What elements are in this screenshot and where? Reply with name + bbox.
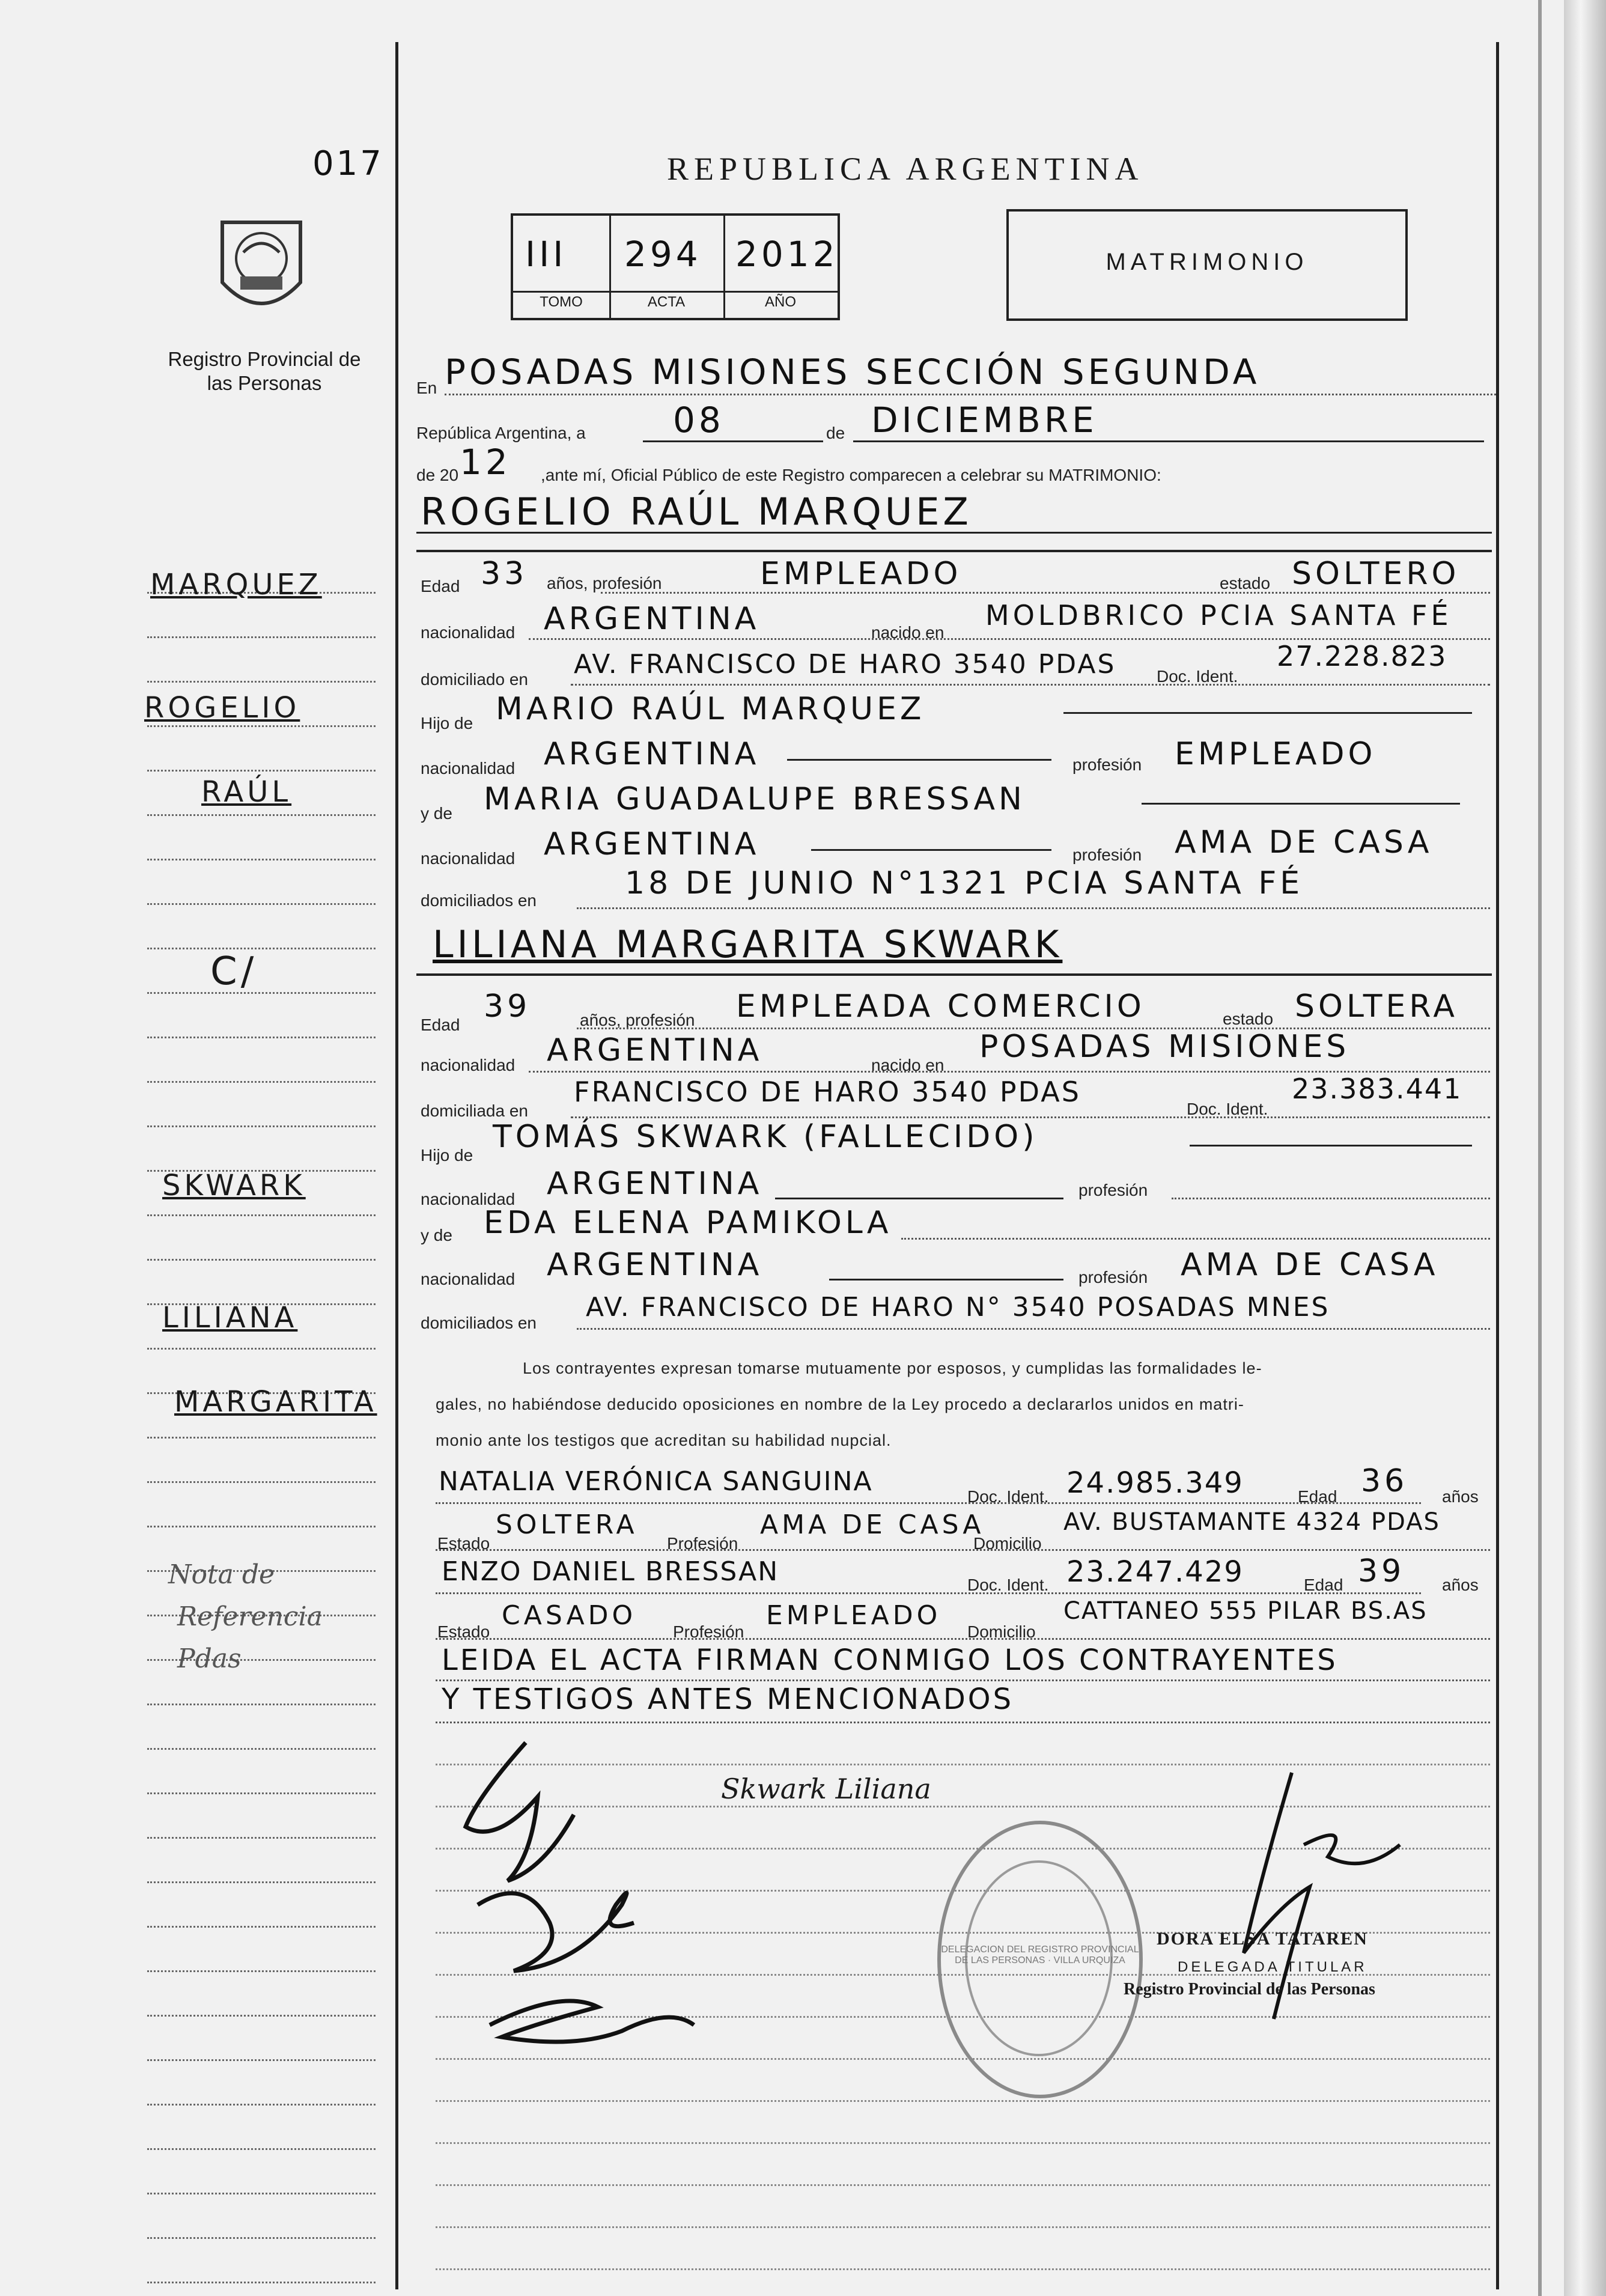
- groom-mother-label: y de: [421, 804, 452, 823]
- groom-mother: MARIA GUADALUPE BRESSAN: [484, 781, 1026, 817]
- witness-1-age-label: Edad: [1298, 1487, 1337, 1506]
- place-value: POSADAS MISIONES SECCIÓN SEGUNDA: [445, 352, 1261, 392]
- margin-ruled-line: [147, 1881, 376, 1883]
- witness-2-age-label: Edad: [1304, 1576, 1343, 1594]
- bride-mother-profession: AMA DE CASA: [1181, 1247, 1439, 1283]
- official-stamp: [937, 1821, 1143, 2098]
- margin-con-mark: C/: [210, 949, 258, 994]
- act-type-box: [1006, 209, 1408, 321]
- witness-1-profession: AMA DE CASA: [760, 1509, 985, 1540]
- margin-note-line-3: Pdas: [177, 1643, 242, 1674]
- margin-note-line-2: Referencia: [177, 1601, 323, 1632]
- signature-ruled-line: [436, 2268, 1490, 2270]
- groom-domicile: AV. FRANCISCO DE HARO 3540 PDAS: [574, 649, 1116, 680]
- bride-father-nationality-label: nacionalidad: [421, 1190, 516, 1208]
- margin-ruled-line: [147, 1214, 376, 1216]
- provincial-seal-icon: [210, 210, 312, 330]
- witness-2-years-label: años: [1442, 1576, 1479, 1594]
- stamp-text: DELEGACION DEL REGISTRO PROVINCIAL DE LAS PERSONAS · VILLA URQUIZA: [941, 1944, 1139, 1966]
- bride-doc-label: Doc. Ident.: [1187, 1100, 1268, 1118]
- groom-parents-domicile: 18 DE JUNIO N°1321 PCIA SANTA FÉ: [625, 865, 1304, 901]
- witness-2-status: CASADO: [502, 1600, 637, 1631]
- witness-2-age: 39: [1358, 1553, 1405, 1589]
- tomo-label: TOMO: [540, 294, 583, 310]
- groom-mother-nationality-label: nacionalidad: [421, 849, 516, 868]
- groom-nationality: ARGENTINA: [544, 601, 760, 637]
- declaration-line-1: Los contrayentes expresan tomarse mutuamente por esposos, y cumplidas las formalidades le-: [523, 1359, 1262, 1377]
- margin-ruled-line: [147, 1926, 376, 1928]
- groom-father-label: Hijo de: [421, 714, 473, 732]
- margin-ruled-line: [147, 2193, 376, 2194]
- groom-profession: EMPLEADO: [760, 556, 962, 592]
- groom-father-nationality: ARGENTINA: [544, 736, 760, 772]
- margin-ruled-line: [147, 1037, 376, 1038]
- day-value: 08: [673, 400, 725, 440]
- groom-mother-nationality: ARGENTINA: [544, 826, 760, 862]
- record-number-box: [511, 213, 840, 320]
- bride-birthplace-label: nacido en: [871, 1056, 944, 1074]
- officer-name: DORA ELSA TATAREN: [1157, 1929, 1368, 1949]
- bride-nationality-label: nacionalidad: [421, 1056, 516, 1074]
- groom-doc-label: Doc. Ident.: [1157, 667, 1238, 686]
- declaration-line-2: gales, no habiéndose deducido oposiciones en nombre de la Ley procedo a declararlos unidos en matri-: [436, 1395, 1244, 1413]
- witness-2-domicile-label: Domicilio: [967, 1622, 1036, 1641]
- groom-status-label: estado: [1220, 574, 1271, 592]
- anio-label: AÑO: [764, 294, 796, 310]
- book-edge: [1564, 0, 1606, 2296]
- signature-ruled-line: [436, 2100, 1490, 2102]
- bride-mother-nationality: ARGENTINA: [547, 1247, 763, 1283]
- bride-age-label: Edad: [421, 1016, 460, 1034]
- margin-firstname-groom: ROGELIO: [144, 691, 300, 725]
- witness-1-doc-label: Doc. Ident.: [967, 1487, 1049, 1506]
- margin-ruled-line: [147, 2237, 376, 2239]
- bride-father-profession-label: profesión: [1078, 1181, 1148, 1199]
- signature-ruled-line: [436, 2184, 1490, 2186]
- groom-father: MARIO RAÚL MARQUEZ: [496, 691, 925, 727]
- closing-line-1: LEIDA EL ACTA FIRMAN CONMIGO LOS CONTRAYENTES: [442, 1643, 1338, 1677]
- groom-age: 33: [481, 556, 528, 592]
- margin-ruled-line: [147, 1526, 376, 1527]
- declaration-line-3: monio ante los testigos que acreditan su habilidad nupcial.: [436, 1431, 892, 1449]
- acta-value: 294: [624, 234, 702, 275]
- margin-ruled-line: [147, 992, 376, 994]
- bride-father-nationality: ARGENTINA: [547, 1166, 763, 1202]
- margin-middlename-bride: MARGARITA: [174, 1385, 377, 1419]
- witness-2-status-label: Estado: [437, 1622, 490, 1641]
- witness-2-doc: 23.247.429: [1066, 1555, 1244, 1589]
- margin-ruled-line: [147, 814, 376, 816]
- groom-name: ROGELIO RAÚL MARQUEZ: [421, 490, 972, 534]
- bride-status-label: estado: [1223, 1009, 1274, 1028]
- year-prefix-label: de 20: [416, 466, 459, 484]
- groom-birthplace: MOLDBRICO PCIA SANTA FÉ: [985, 599, 1452, 632]
- margin-surname-bride: SKWARK: [162, 1169, 306, 1202]
- bride-mother-profession-label: profesión: [1078, 1268, 1148, 1287]
- bride-birthplace: POSADAS MISIONES: [979, 1029, 1350, 1065]
- margin-ruled-line: [147, 948, 376, 949]
- bride-signature: Skwark Liliana: [721, 1773, 931, 1805]
- margin-ruled-line: [147, 1704, 376, 1705]
- witness-1-years-label: años: [1442, 1487, 1479, 1506]
- bride-nationality: ARGENTINA: [547, 1032, 763, 1068]
- groom-father-profession-label: profesión: [1072, 755, 1142, 774]
- month-value: DICIEMBRE: [871, 400, 1098, 440]
- margin-firstname-bride: LILIANA: [162, 1301, 298, 1335]
- groom-mother-profession: AMA DE CASA: [1175, 824, 1433, 860]
- groom-doc-id: 27.228.823: [1277, 640, 1447, 672]
- margin-surname-groom: MARQUEZ: [150, 568, 322, 601]
- signature-ruled-line: [436, 2226, 1490, 2228]
- margin-divider-right: [1496, 42, 1499, 2289]
- bride-mother: EDA ELENA PAMIKOLA: [484, 1205, 892, 1241]
- witness-1-profession-label: Profesión: [667, 1534, 738, 1553]
- acta-label: ACTA: [647, 294, 686, 310]
- margin-ruled-line: [147, 1081, 376, 1083]
- en-label: En: [416, 379, 437, 397]
- appearance-statement: ,ante mí, Oficial Público de este Registro comparecen a celebrar su MATRIMONIO:: [541, 466, 1161, 484]
- bride-name: LILIANA MARGARITA SKWARK: [433, 922, 1063, 966]
- margin-middlename-groom: RAÚL: [201, 775, 292, 809]
- act-type: MATRIMONIO: [1106, 249, 1309, 275]
- margin-ruled-line: [147, 681, 376, 683]
- bride-age: 39: [484, 988, 531, 1025]
- margin-ruled-line: [147, 1970, 376, 1972]
- bride-profession-label: años, profesión: [580, 1011, 695, 1029]
- witness-2-name: ENZO DANIEL BRESSAN: [442, 1556, 779, 1587]
- closing-line-2: Y TESTIGOS ANTES MENCIONADOS: [442, 1682, 1014, 1716]
- bride-profession: EMPLEADA COMERCIO: [736, 988, 1145, 1025]
- margin-ruled-line: [147, 1125, 376, 1127]
- bride-doc-id: 23.383.441: [1292, 1073, 1462, 1105]
- margin-ruled-line: [147, 1837, 376, 1839]
- bride-father-label: Hijo de: [421, 1146, 473, 1165]
- groom-mother-profession-label: profesión: [1072, 845, 1142, 864]
- witness-1-doc: 24.985.349: [1066, 1466, 1244, 1500]
- margin-ruled-line: [147, 1481, 376, 1483]
- witness-1-status: SOLTERA: [496, 1509, 638, 1540]
- margin-ruled-line: [147, 2104, 376, 2106]
- margin-ruled-line: [147, 2282, 376, 2283]
- bride-status: SOLTERA: [1295, 988, 1458, 1025]
- witness-2-profession-label: Profesión: [673, 1622, 744, 1641]
- groom-domicile-label: domiciliado en: [421, 670, 528, 689]
- margin-ruled-line: [147, 1437, 376, 1439]
- margin-ruled-line: [147, 1348, 376, 1350]
- margin-note-line-1: Nota de: [168, 1559, 275, 1590]
- groom-parents-domicile-label: domiciliados en: [421, 891, 537, 910]
- bride-father: TOMÁS SKWARK (FALLECIDO): [493, 1119, 1038, 1155]
- bride-domicile: FRANCISCO DE HARO 3540 PDAS: [574, 1076, 1081, 1108]
- republica-label: República Argentina, a: [416, 424, 586, 442]
- groom-signature-icon: [442, 1725, 718, 2085]
- witness-2-domicile: CATTANEO 555 PILAR BS.AS: [1063, 1597, 1428, 1625]
- signature-ruled-line: [436, 2142, 1490, 2144]
- year-suffix-value: 12: [460, 442, 511, 483]
- margin-ruled-line: [147, 859, 376, 860]
- page-fold-line: [1538, 0, 1542, 2296]
- month-de-label: de: [826, 424, 845, 442]
- margin-divider-left: [395, 42, 398, 2289]
- margin-ruled-line: [147, 1748, 376, 1750]
- witness-2-profession: EMPLEADO: [766, 1600, 941, 1631]
- tomo-value: III: [525, 234, 567, 275]
- registry-name: Registro Provincial de las Personas: [168, 348, 361, 394]
- margin-ruled-line: [147, 2015, 376, 2017]
- bride-parents-domicile-label: domiciliados en: [421, 1314, 537, 1332]
- bride-domicile-label: domiciliada en: [421, 1101, 528, 1120]
- margin-ruled-line: [147, 2059, 376, 2061]
- margin-ruled-line: [147, 2148, 376, 2150]
- anio-value: 2012: [735, 234, 839, 275]
- margin-ruled-line: [147, 903, 376, 905]
- margin-ruled-line: [147, 725, 376, 727]
- officer-signature-icon: [1172, 1755, 1424, 2043]
- witness-1-domicile: AV. BUSTAMANTE 4324 PDAS: [1063, 1508, 1440, 1536]
- country-title: REPUBLICA ARGENTINA: [667, 151, 1144, 187]
- bride-mother-label: y de: [421, 1226, 452, 1244]
- margin-ruled-line: [147, 1259, 376, 1261]
- margin-ruled-line: [147, 1792, 376, 1794]
- groom-status: SOLTERO: [1292, 556, 1460, 592]
- witness-2-doc-label: Doc. Ident.: [967, 1576, 1049, 1594]
- folio-number: 017: [312, 144, 384, 183]
- witness-1-age: 36: [1361, 1463, 1408, 1499]
- bride-parents-domicile: AV. FRANCISCO DE HARO N° 3540 POSADAS MNES: [586, 1292, 1330, 1323]
- groom-nationality-label: nacionalidad: [421, 623, 516, 642]
- margin-ruled-line: [147, 636, 376, 638]
- bride-mother-nationality-label: nacionalidad: [421, 1270, 516, 1288]
- witness-1-status-label: Estado: [437, 1534, 490, 1553]
- witness-1-domicile-label: Domicilio: [973, 1534, 1042, 1553]
- groom-age-label: Edad: [421, 577, 460, 595]
- officer-registry: Registro Provincial de las Personas: [1124, 1980, 1375, 1999]
- groom-profession-label: años, profesión: [547, 574, 662, 592]
- groom-father-nationality-label: nacionalidad: [421, 759, 516, 778]
- officer-title: DELEGADA TITULAR: [1178, 1959, 1367, 1975]
- witness-1-name: NATALIA VERÓNICA SANGUINA: [439, 1466, 873, 1497]
- groom-father-profession: EMPLEADO: [1175, 736, 1376, 772]
- groom-birthplace-label: nacido en: [871, 623, 944, 642]
- margin-ruled-line: [147, 770, 376, 772]
